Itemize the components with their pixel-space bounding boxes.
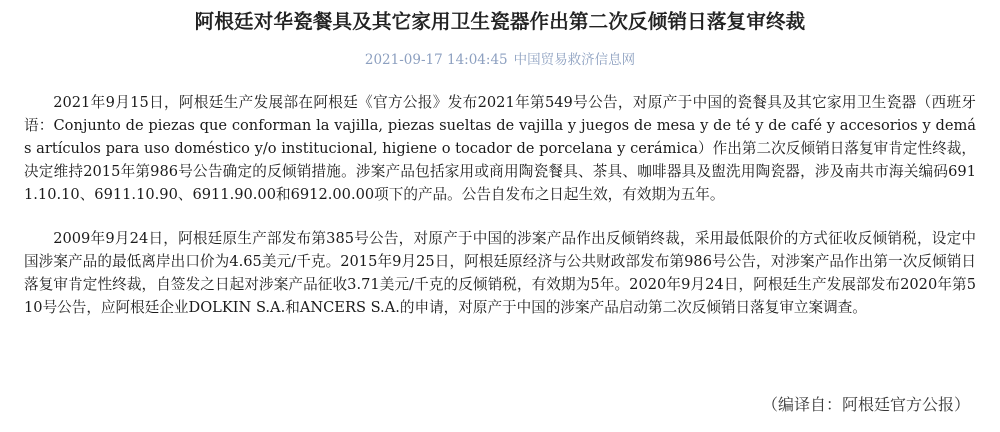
source-credit: （编译自：阿根廷官方公报）: [761, 395, 970, 414]
article-title: 阿根廷对华瓷餐具及其它家用卫生瓷器作出第二次反倾销日落复审终裁: [194, 10, 806, 33]
paragraph-1: 2021年9月15日，阿根廷生产发展部在阿根廷《官方公报》发布2021年第549号公告，对原产于中国的瓷餐具及其它家用卫生瓷器（西班牙语：Conjunto de piezas que conforman la vajilla, piezas sueltas de vajilla y juegos de mesa y de té y de café y accesorios y demás artículos para uso doméstico y/o institucional, higiene o tocador de porcelana y cerámica）作出第二次反倾销日落复审肯定性终裁，决定维持2015年第986号公告确定的反倾销措施。涉案产品包括家用或商用陶瓷餐具、茶具、咖啡器具及盥洗用陶瓷器，涉及南共市海关编码6911.10.10、6911.10.90、6911.90.00和6912.00.00项下的产品。公告自发布之日起生效，有效期为五年。: [24, 94, 976, 203]
source-name[interactable]: 中国贸易救济信息网: [513, 52, 636, 68]
paragraph-2: 2009年9月24日，阿根廷原生产部发布第385号公告，对原产于中国的涉案产品作出反倾销终裁，采用最低限价的方式征收反倾销税，设定中国涉案产品的最低离岸出口价为4.65美元/千克。2015年9月25日，阿根廷原经济与公共财政部发布第986号公告，对涉案产品作出第一次反倾销日落复审肯定性终裁，自签发之日起对涉案产品征收3.71美元/千克的反倾销税，有效期为5年。2020年9月24日，阿根廷生产发展部发布2020年第510号公告，应阿根廷企业DOLKIN S.A.和ANCERS S.A.的申请，对原产于中国的涉案产品启动第二次反倾销日落复审立案调查。: [24, 230, 976, 316]
article-meta: [24, 51, 976, 69]
publish-date: 2021-09-17 14:04:45: [364, 52, 508, 68]
